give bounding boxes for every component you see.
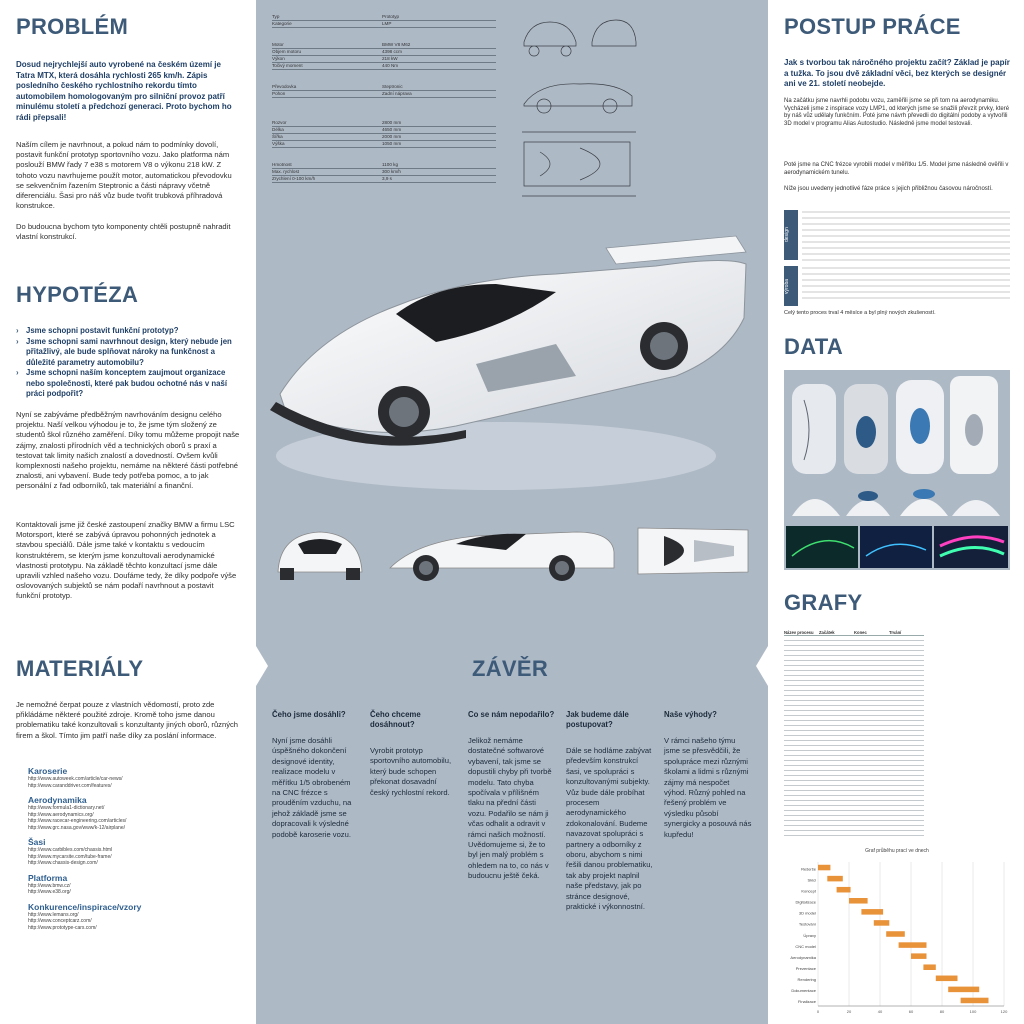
gantt-tick-label: 100 <box>969 1009 977 1014</box>
gantt-category-label: Aerodynamika <box>790 954 816 960</box>
conclusion-grid <box>272 710 752 913</box>
gantt-category-label: Finalizace <box>797 999 816 1005</box>
source-link[interactable]: http://www.lemans.org/ <box>28 911 79 918</box>
problem-lead: Dosud nejrychlejší auto vyrobené na českém území je Tatra MTX, která dosáhla rychlosti 265 km/h. Zápis posledního českého rychlostního rekordu tímto automobilem homologovaným pro silniční provoz patří minulému století a předchozí generaci. Proto bychom ho rádi přepsali! <box>16 60 232 122</box>
process-paragraph-2: Poté jsme na CNC frézce vyrobili model v měřítku 1/5. Model jsme následně ověřili v aerodynamickém tunelu. <box>784 162 1009 176</box>
conclusion-question: Čeho jsme dosáhli? <box>272 710 346 719</box>
left-column <box>0 0 256 1024</box>
spec-row: Točivý moment 440 Nm <box>272 63 496 70</box>
right-column <box>768 0 1024 1024</box>
gantt-category-label: Dokumentace <box>791 988 816 994</box>
gantt-bar <box>923 964 935 970</box>
gantt-bar <box>936 976 958 982</box>
hypothesis-item: › Jsme schopni naším konceptem zaujmout organizace nebo společnosti, které pak budou ochotné nás v naší práci podpořit? <box>16 368 242 400</box>
source-section-platform <box>28 873 242 896</box>
gantt-plot <box>784 858 1010 1018</box>
schedule-table-header: Název procesu Začátek Konec Trvání <box>784 630 924 636</box>
conclusion-answer: Vyrobit prototyp sportovního automobilu, který bude schopen překonat dosavadní český rychlostní rekord. <box>370 746 452 797</box>
spec-row: Pohon Zadní náprava <box>272 91 496 98</box>
data-image-grid <box>784 370 1010 570</box>
gantt-tick-label: 40 <box>877 1009 883 1014</box>
process-heading: POSTUP PRÁCE <box>784 14 961 39</box>
cfd-renders <box>786 526 1008 568</box>
spec-row: Rozvor 2800 mm <box>272 120 496 127</box>
source-link[interactable]: http://www.grc.nasa.gov/www/k-12/airplane/ <box>28 824 125 831</box>
spec-row: Výška 1050 mm <box>272 141 496 148</box>
gantt-category-label: Koncept <box>801 888 816 894</box>
process-table-label-production: výroba <box>784 266 798 306</box>
source-link[interactable]: http://www.aerodynamics.org/ <box>28 811 94 818</box>
source-link[interactable]: http://www.chassis-design.com/ <box>28 860 98 866</box>
conclusion-question: Jak budeme dále postupovat? <box>566 710 629 729</box>
technical-drawings <box>520 12 640 212</box>
spec-row: Šířka 2000 mm <box>272 134 496 141</box>
data-images <box>784 370 1010 570</box>
process-table-label-design: design <box>784 210 798 260</box>
drawing-top-view <box>524 142 630 186</box>
source-link[interactable]: http://www.carbibles.com/chassis.html <box>28 847 113 853</box>
problem-heading: PROBLÉM <box>16 14 129 39</box>
source-link[interactable]: http://www.racecar-engineering.com/articles/ <box>28 818 127 824</box>
source-link[interactable]: http://www.caranddriver.com/features/ <box>28 782 112 789</box>
gantt-bar <box>818 865 830 871</box>
conclusion-answer: Dále se hodláme zabývat především konstrukcí šasi, ve spolupráci s konzultovanými subjekty. Vůz bude dále probíhat procesem aerodynamického zdokonalování. Budeme navazovat spolupráci s partnery a odborníky z oboru, abychom s nimi řešili danou problematiku, tak aby projekt naplnil naše představy, jak po stránce designové, praktické i výkonnostní. <box>566 746 653 912</box>
spec-row: Motor BMW V8 M62 <box>272 42 496 49</box>
problem-paragraph-1: Naším cílem je navrhnout, a pokud nám to podmínky dovolí, postavit funkční prototyp sportovního vozu. Jako platforma nám poslouží BMW řady 7 e38 s motorem V8 o výkonu 218 kW. Z tohoto vozu navrhujeme použít motor, automatickou převodovku se sekvenčním řazením Steptronic a části nápravy včetně diferenciálu. Šasi pro náš vůz bude tvořit trubková příhradová konstrukce. <box>16 140 232 211</box>
gantt-bar <box>899 942 927 948</box>
source-link[interactable]: http://www.bmw.cz/ <box>28 882 71 889</box>
gantt-tick-label: 20 <box>846 1009 852 1014</box>
conclusion-column <box>664 710 752 913</box>
gantt-category-label: Rendering <box>797 977 816 983</box>
hypothesis-list <box>16 326 242 400</box>
gantt-category-label: Digitalizace <box>795 899 816 905</box>
spec-row: Výkon 218 kW <box>272 56 496 63</box>
source-section-title: Platforma <box>28 872 68 883</box>
data-heading: DATA <box>784 334 844 359</box>
source-section-chassis <box>28 837 242 867</box>
gantt-category-label: Testování <box>798 921 816 927</box>
gantt-category-label: Úpravy <box>803 932 816 938</box>
materials-heading: MATERIÁLY <box>16 656 144 681</box>
gantt-bar <box>837 887 851 893</box>
spec-row: Objem motoru 4398 ccm <box>272 49 496 56</box>
hero-car-render <box>256 226 768 526</box>
hypothesis-paragraph-2: Kontaktovali jsme již české zastoupení značky BMW a firmu LSC Motorsport, které se zabývá úpravou pohonných jednotek a stavbou speciálů. Dále jsme také v kontaktu s vedoucím konstruktérem, se kterým jsme konzultovali aerodynamické vlastnosti prototypu. Na základě těchto konzultací jsme dále upravili vzhled našeho vozu. Doufáme tedy, že díky podpoře výše oslovovaných subjektů se nám podaří navrhnout a postavit funkční prototyp. <box>16 520 237 601</box>
source-section-title: Karoserie <box>28 766 68 776</box>
conclusion-column <box>468 710 556 913</box>
conclusion-question: Čeho chceme dosáhnout? <box>370 710 421 729</box>
spec-row: Délka 4650 mm <box>272 127 496 134</box>
conclusion-column <box>272 710 360 913</box>
gantt-chart-title: Graf průběhu prací ve dnech <box>865 848 929 854</box>
hypothesis-item: › Jsme schopni sami navrhnout design, který nebude jen přitažlivý, ale bude splňovat nároky na funkčnost a důležité parametry automobilu? <box>16 337 242 369</box>
drawing-front-view <box>524 22 576 56</box>
drawing-rear-view <box>592 20 636 46</box>
conclusion-answer: Jelikož nemáme dostatečné softwarové vybavení, tak jsme se dopustili chyby při tvorbě modelu. Tato chyba spočívala v přílišném tlaku na přední části vozu. Podařilo se nám ji včas odhalit a odravit v rámci našich možností. Uvědomujeme si, že to byl jen malý problém s ohledem na to, co nás v budoucnu ještě čeká. <box>468 736 552 881</box>
hypothesis-item: › Jsme schopni postavit funkční prototyp? <box>16 326 242 337</box>
car-view-front <box>272 522 368 584</box>
conclusion-answer: V rámci našeho týmu jsme se přesvědčili, že spolupráce mezi různými školami a lidmi s různými zájmy má nespočet výhod. Různý pohled na řešený problém ve výsledku působí synergicky a posouvá nás kupředu! <box>664 736 752 839</box>
problem-paragraph-2: Do budoucna bychom tyto komponenty chtěli postupně nahradit vlastní konstrukcí. <box>16 222 231 242</box>
divider-notch-right <box>756 646 768 686</box>
gantt-category-label: Prezentace <box>795 966 816 971</box>
process-paragraph-1: Na začátku jsme navrhli podobu vozu, zaměřili jsme se při tom na aerodynamiku. Vycházeli jsme z inspirace vozy LMP1, od kterých jsme se snažili převzít prvky, které by náš vůz udělaly funkčním. Poté jsme návrh převedli do digitální podoby a vytvořili 3D model v programu Alias Autostudio. Následně jsme model testovali. <box>784 98 1010 127</box>
spec-row: Kategorie LMP <box>272 21 496 28</box>
source-link[interactable]: http://www.prototype-cars.com/ <box>28 924 97 931</box>
source-link[interactable]: http://www.e38.org/ <box>28 889 71 895</box>
gantt-bar <box>861 909 883 915</box>
gantt-tick-label: 80 <box>939 1009 945 1014</box>
front-view-renders <box>792 489 1000 516</box>
gantt-bar <box>911 953 927 959</box>
gantt-bar <box>827 876 843 882</box>
gantt-tick-label: 0 <box>816 1009 820 1014</box>
source-link[interactable]: http://www.formula1-dictionary.net/ <box>28 805 105 811</box>
source-section-title: Aerodynamika <box>28 795 87 805</box>
gantt-category-label: CNC model <box>795 943 816 949</box>
source-link[interactable]: http://www.mycarsite.com/tube-frame/ <box>28 853 112 860</box>
conclusion-column <box>566 710 654 913</box>
process-footer: Celý tento proces trval 4 měsíce a byl plný nových zkušeností. <box>784 310 936 316</box>
gantt-bar <box>874 920 890 926</box>
materials-intro: Je nemožné čerpat pouze z vlastních vědomostí, proto zde přikládáme některé použité zdroje. Kromě toho jsme danou problematiku také konzultovali s konzultanty jiných oborů, různých firem a škol. Tímto jim patří naše díky za poslání informace. <box>16 700 239 740</box>
process-paragraph-3: Níže jsou uvedeny jednotlivé fáze práce s jejich přibližnou časovou náročností. <box>784 186 993 192</box>
center-column <box>256 0 768 1024</box>
car-rear-wing <box>606 236 746 264</box>
hypothesis-paragraph-1: Nyní se zabýváme předběžným navrhováním designu celého projektu. Naší velkou výhodou je to, že jsme tým složený ze studentů škol různého zaměření. Díky tomu můžeme propojit naše zájmy, znalosti přírodních věd a technických oborů s praxí a testovat tak limity našich znalostí a dovedností. Ovšem kvůli komplexnosti našeho projektu, nemáme na některé části potřebné znalosti, ani vybavení. Bude tedy potřeba pomoc, a to jak personální z řad odborníků, tak materiální a finanční. <box>16 410 240 491</box>
divider-notch-left <box>256 646 268 686</box>
conclusion-column <box>370 710 458 913</box>
gantt-category-label: Rešerše <box>801 866 816 872</box>
gantt-category-label: Skici <box>807 877 816 883</box>
source-section-inspiration <box>28 902 242 932</box>
conclusion-question: Naše výhody? <box>664 710 717 719</box>
gantt-bar <box>886 931 905 937</box>
top-view-renders <box>792 376 998 474</box>
conclusion-question: Co se nám nepodařilo? <box>468 710 555 719</box>
conclusion-answer: Nyní jsme dosáhli úspěšného dokončení designové identity, realizace modelu v měřítku 1/5 obrobeném na CNC frézce s prouděním vzduchu, na jehož základě jsme se dopracovali k výsledné podobě karoserie vozu. <box>272 736 352 839</box>
source-section-title: Šasi <box>28 837 46 847</box>
source-link[interactable]: http://www.conceptcarz.com/ <box>28 918 92 924</box>
gantt-bar <box>948 987 979 993</box>
gantt-chart <box>784 848 1010 1018</box>
materials-sources <box>28 766 242 931</box>
process-lead: Jak s tvorbou tak náročného projektu začít? Základ je papír a tužka. To jsou dvě základní věci, bez kterých se designér ani ve 21. století neobejde. <box>784 58 1010 88</box>
conclusion-heading: ZÁVĚR <box>472 656 549 681</box>
graphs-heading: GRAFY <box>784 590 863 615</box>
gantt-bar <box>961 998 989 1004</box>
source-section-bodywork <box>28 766 242 789</box>
spec-row: Max. rychlost 300 km/h <box>272 169 496 176</box>
spec-sheet <box>272 14 496 183</box>
process-table-lines <box>802 210 1010 306</box>
gantt-tick-label: 120 <box>1000 1009 1008 1014</box>
spec-row: Hmotnost 1100 kg <box>272 162 496 169</box>
source-link[interactable]: http://www.autoweek.com/article/car-news/ <box>28 776 123 782</box>
schedule-table <box>784 630 924 836</box>
source-section-title: Konkurence/inspirace/vzory <box>28 901 142 912</box>
spec-row: Převodovka Steptronic <box>272 84 496 91</box>
car-view-top <box>634 520 752 582</box>
process-table <box>784 210 1010 306</box>
gantt-category-label: 3D model <box>798 910 816 916</box>
spec-row: Zrychlení 0-100 km/h 3,9 s <box>272 176 496 183</box>
schedule-table-body <box>784 636 924 836</box>
spec-row: Typ Prototyp <box>272 14 496 21</box>
car-view-side <box>386 522 618 584</box>
gantt-bar <box>849 898 868 904</box>
gantt-tick-label: 60 <box>908 1009 914 1014</box>
hypothesis-heading: HYPOTÉZA <box>16 282 139 307</box>
source-section-aero <box>28 795 242 831</box>
